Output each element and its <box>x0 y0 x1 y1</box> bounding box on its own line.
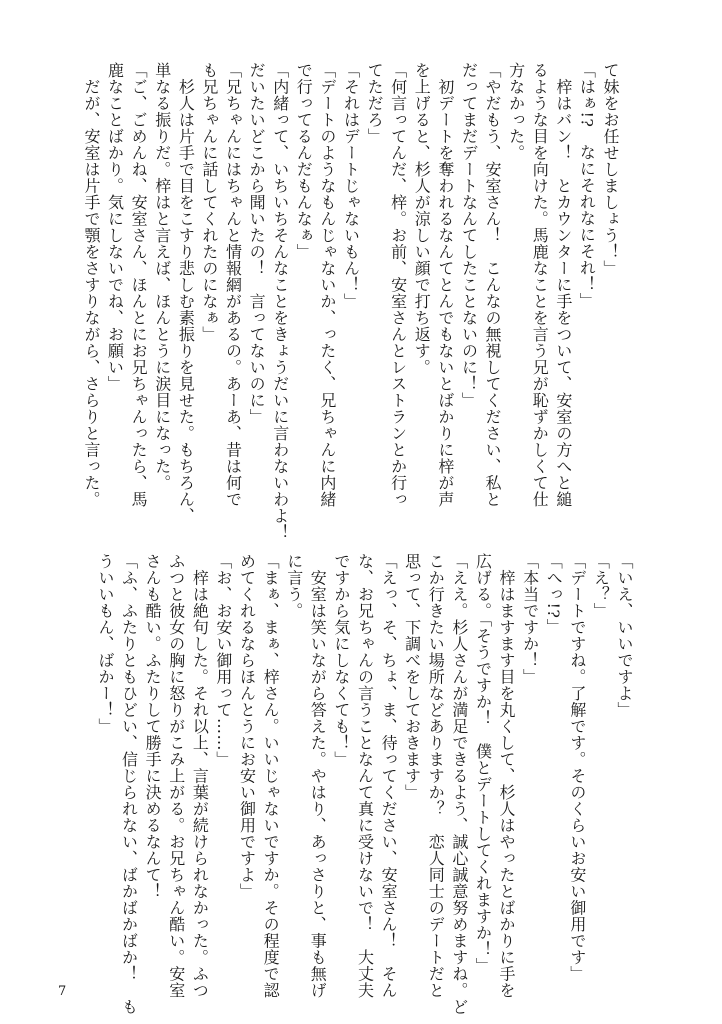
text-line: で行ってるんだもんなぁ」 <box>294 62 314 260</box>
text-line: を上げると、杉人が涼しい顔で打ち返す。 <box>412 62 432 376</box>
text-line: 広げる。「そうですか！ 僕とデートしてくれますか！」 <box>473 553 493 974</box>
text-line: に言う。 <box>284 553 304 619</box>
lower-text-block <box>93 553 636 1015</box>
text-line: だってまだデートなんてしたことないのに！」 <box>459 62 479 409</box>
text-line: 「ええ。杉人さんが満足できるよう、誠心誠意努めますね。ど <box>449 553 469 1015</box>
text-line: めてくれるならほんとうにお安い御用ですよ」 <box>237 553 257 900</box>
text-line: 「ご、ごめんね、安室さん、ほんとにお兄ちゃんったら、馬 <box>129 62 149 508</box>
text-line: 方なかった。 <box>506 62 526 161</box>
text-line: 「えっ、そ、ちょ、ま、待ってください、安室さん！ そん <box>379 553 399 999</box>
text-line: 「デートのようなもんじゃないか、ったく、兄ちゃんに内緒 <box>317 62 337 508</box>
text-line: ういいもん、ばかー！」 <box>95 553 115 735</box>
text-line: こか行きたい場所などありますか？ 恋人同士のデートだと <box>426 553 446 999</box>
text-line: 安室は笑いながら答えた。やはり、あっさりと、事も無げ <box>308 553 328 999</box>
text-line: 「まぁ、まぁ、梓さん。いいじゃないですか。その程度で認 <box>261 553 281 999</box>
text-line: て妹をお任せしましょう！」 <box>601 62 620 277</box>
text-line: 単なる振りだ。梓はと言えば、ほんとうに涙目になった。 <box>152 62 172 491</box>
text-line: 鹿なことばかり。気にしないでね、お願い」 <box>105 62 125 392</box>
text-line: 梓は絶句した。それ以上、言葉が続けられなかった。ふつ <box>190 553 210 999</box>
text-line: だが、安室は片手で顎をさすりながら、さらりと言った。 <box>81 62 101 508</box>
text-line: 「お、お安い御用って……」 <box>213 553 233 768</box>
text-line: 「やだもう、安室さん！ こんなの無視してください、私と <box>483 62 503 508</box>
text-line: 「いえ、いいですよ」 <box>615 553 634 718</box>
text-line: 「兄ちゃんにはちゃんと情報網があるの。あーあ、昔は何で <box>223 62 243 508</box>
text-line: 杉人は片手で目をこすり悲しむ素振りを見せた。もちろん、 <box>176 62 196 524</box>
text-line: 「本当ですか！」 <box>520 553 540 685</box>
text-line: な、お兄ちゃんの言うことなんて真に受けないで！ 大丈夫 <box>355 553 375 999</box>
text-line: 梓はますます目を丸くして、杉人はやったとばかりに手を <box>497 553 517 999</box>
text-line: 「え？」 <box>591 553 611 619</box>
text-line: てただろ」 <box>365 62 385 145</box>
text-line: 「内緒って、いちいちそんなことをきょうだいに言わないわよ！ <box>270 62 290 541</box>
text-line: さんも酷い。ふたりして勝手に決めるなんて！ <box>143 553 163 900</box>
text-line: 「へっ!?」 <box>544 553 564 636</box>
text-line: 思って、下調べをしておきます」 <box>402 553 422 801</box>
text-line: ですから気にしなくても！」 <box>331 553 351 768</box>
upper-text-block <box>79 62 622 541</box>
text-line: 「デートですね。了解です。そのくらいお安い御用です」 <box>567 553 587 982</box>
text-line: 「それはデートじゃないもん！」 <box>341 62 361 310</box>
text-line: だいたいどこから聞いたの！ 言ってないのに」 <box>247 62 267 425</box>
text-line: 「はぁ!? なにそれなにそれ！」 <box>577 62 597 310</box>
page-number: 7 <box>58 984 67 999</box>
text-line: 梓はバン！ とカウンターに手をついて、安室の方へと縋 <box>553 62 573 508</box>
text-line: るような目を向けた。馬鹿なことを言う兄が恥ずかしくて仕 <box>530 62 550 508</box>
text-line: も兄ちゃんに話してくれたのになぁ」 <box>199 62 219 343</box>
text-line: 「ふ、ふたりともひどい、信じられない、ばかばかばか！ も <box>119 553 139 1015</box>
text-line: ふつと彼女の胸に怒りがこみ上がる。お兄ちゃん酷い。安室 <box>166 553 186 999</box>
text-line: 初デートを奪われるなんてとんでもないとばかりに梓が声 <box>435 62 455 508</box>
text-line: 「何言ってんだ、梓。お前、安室さんとレストランとか行っ <box>388 62 408 508</box>
